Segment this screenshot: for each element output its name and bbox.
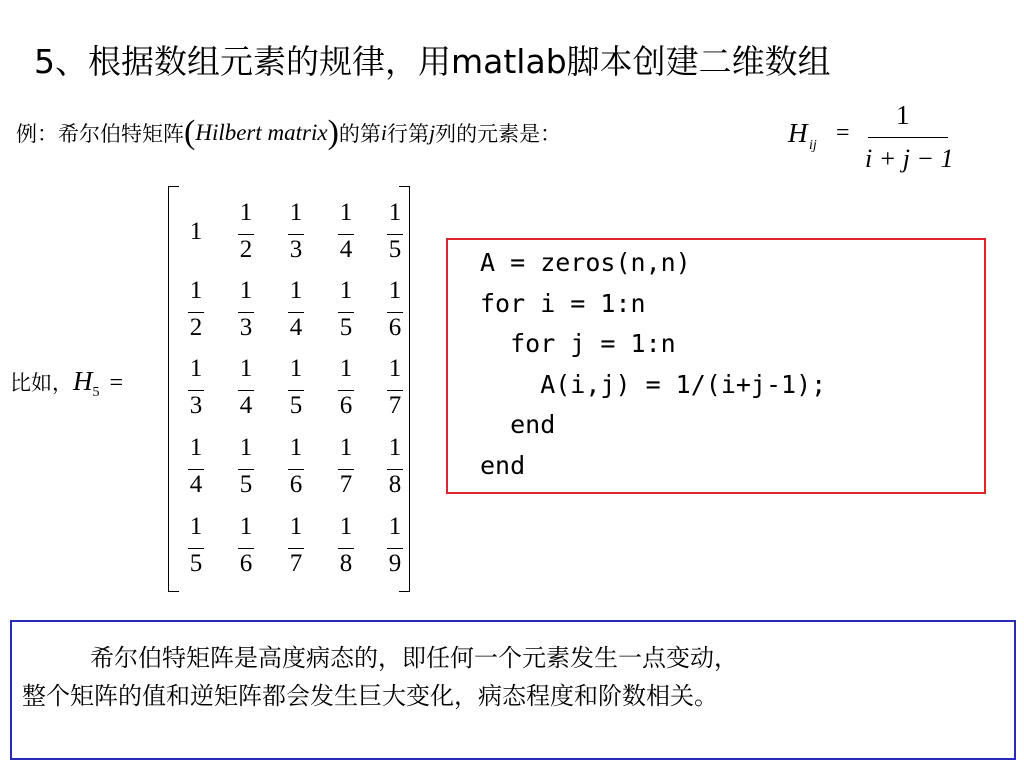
cell-denominator: 5 xyxy=(289,392,303,419)
cell-numerator: 1 xyxy=(339,355,353,382)
cell-denominator: 4 xyxy=(189,471,203,498)
matrix-cell-r3-c1 xyxy=(176,352,216,426)
hilbert-matrix-english: Hilbert matrix xyxy=(195,120,328,145)
cell-fraction-bar xyxy=(288,234,304,235)
matrix-cell-r3-c2 xyxy=(226,352,266,426)
cell-fraction-bar xyxy=(238,390,254,391)
cell-denominator: 2 xyxy=(239,236,253,263)
code-line-5: end xyxy=(480,410,556,439)
matrix-cell-r5-c5 xyxy=(375,510,415,584)
cell-denominator: 7 xyxy=(388,392,402,419)
matrix-intro: 比如， xyxy=(10,371,73,395)
cell-denominator: 5 xyxy=(339,314,353,341)
cell-numerator: 1 xyxy=(339,434,353,461)
matrix-cell-r1-c1 xyxy=(176,196,216,270)
cell-denominator: 4 xyxy=(289,314,303,341)
cell-numerator: 1 xyxy=(289,434,303,461)
fraction-bar xyxy=(868,137,948,138)
cell-fraction-bar xyxy=(387,469,403,470)
matrix-cell-r3-c3 xyxy=(276,352,316,426)
cell-denominator: 3 xyxy=(289,236,303,263)
open-paren: ( xyxy=(184,114,196,151)
cell-denominator: 8 xyxy=(339,550,353,577)
example-suffix-3: 列的元素是： xyxy=(435,122,562,146)
cell-numerator: 1 xyxy=(239,277,253,304)
cell-fraction-bar xyxy=(188,390,204,391)
matrix-cell-r5-c4 xyxy=(326,510,366,584)
cell-numerator: 1 xyxy=(388,199,402,226)
cell-denominator: 7 xyxy=(289,550,303,577)
cell-fraction-bar xyxy=(338,469,354,470)
cell-numerator: 1 xyxy=(289,199,303,226)
cell-numerator: 1 xyxy=(339,277,353,304)
matrix-cell-r4-c2 xyxy=(226,431,266,505)
cell-fraction-bar xyxy=(238,548,254,549)
hij-formula xyxy=(786,100,966,180)
cell-denominator: 9 xyxy=(388,550,402,577)
cell-denominator: 5 xyxy=(239,471,253,498)
matrix-cell-r4-c4 xyxy=(326,431,366,505)
cell-denominator: 6 xyxy=(339,392,353,419)
cell-numerator: 1 xyxy=(189,277,203,304)
cell-fraction-bar xyxy=(338,548,354,549)
matrix-cell-r4-c5 xyxy=(375,431,415,505)
cell-numerator: 1 xyxy=(388,434,402,461)
formula-lhs-subscript: ij xyxy=(809,138,817,153)
example-suffix-2: 行第 xyxy=(387,122,430,146)
code-line-3: for j = 1:n xyxy=(480,329,676,358)
cell-denominator: 6 xyxy=(289,471,303,498)
cell-numerator: 1 xyxy=(289,513,303,540)
cell-denominator: 6 xyxy=(388,314,402,341)
note-line-2: 整个矩阵的值和逆矩阵都会发生巨大变化，病态程度和阶数相关。 xyxy=(22,682,718,710)
cell-fraction-bar xyxy=(387,548,403,549)
matrix-cell-r5-c3 xyxy=(276,510,316,584)
example-prefix: 例：希尔伯特矩阵 xyxy=(16,122,184,146)
cell-fraction-bar xyxy=(288,548,304,549)
cell-fraction-bar xyxy=(387,312,403,313)
cell-numerator: 1 xyxy=(239,513,253,540)
cell-fraction-bar xyxy=(238,234,254,235)
matrix-cell-r1-c4 xyxy=(326,196,366,270)
j-variable: j xyxy=(429,120,436,145)
matrix-name: H xyxy=(73,366,93,396)
matrix-cell-r2-c4 xyxy=(326,274,366,348)
cell-numerator: 1 xyxy=(189,434,203,461)
cell-numerator: 1 xyxy=(289,355,303,382)
cell-denominator: 2 xyxy=(189,314,203,341)
code-line-6: end xyxy=(480,450,526,480)
cell-fraction-bar xyxy=(288,312,304,313)
cell-numerator: 1 xyxy=(388,355,402,382)
example-suffix-1: 的第 xyxy=(338,122,381,146)
cell-fraction-bar xyxy=(188,312,204,313)
cell-fraction-bar xyxy=(387,390,403,391)
cell-numerator: 1 xyxy=(289,277,303,304)
code-line-4: A(i,j) = 1/(i+j-1); xyxy=(480,369,827,399)
matrix-cell-r1-c5 xyxy=(375,196,415,270)
example-line xyxy=(16,116,561,150)
code-line-1: A = zeros(n,n) xyxy=(480,248,691,277)
matrix-equals: = xyxy=(109,370,124,396)
cell-fraction-bar xyxy=(238,469,254,470)
cell-numerator: 1 xyxy=(339,199,353,226)
cell-fraction-bar xyxy=(188,548,204,549)
note-line-1: 希尔伯特矩阵是高度病态的，即任何一个元素发生一点变动， xyxy=(90,644,738,672)
code-box xyxy=(446,238,986,494)
matrix-cell-r3-c5 xyxy=(375,352,415,426)
matrix-cell-r2-c5 xyxy=(375,274,415,348)
matrix-cell-r2-c3 xyxy=(276,274,316,348)
cell-numerator: 1 xyxy=(189,513,203,540)
close-paren: ) xyxy=(327,114,339,151)
matrix-cell-r2-c2 xyxy=(226,274,266,348)
formula-denominator: i + j − 1 xyxy=(865,144,954,173)
cell-numerator: 1 xyxy=(388,513,402,540)
cell-value: 1 xyxy=(189,218,203,245)
formula-equals: = xyxy=(836,120,850,146)
cell-denominator: 3 xyxy=(189,392,203,419)
cell-fraction-bar xyxy=(288,390,304,391)
matrix-cell-r1-c3 xyxy=(276,196,316,270)
matrix-cell-r2-c1 xyxy=(176,274,216,348)
matrix-cell-r5-c2 xyxy=(226,510,266,584)
matrix-label xyxy=(10,366,124,400)
cell-denominator: 4 xyxy=(339,236,353,263)
matrix-cell-r1-c2 xyxy=(226,196,266,270)
cell-fraction-bar xyxy=(338,390,354,391)
cell-numerator: 1 xyxy=(239,199,253,226)
cell-fraction-bar xyxy=(387,234,403,235)
cell-numerator: 1 xyxy=(388,277,402,304)
cell-denominator: 4 xyxy=(239,392,253,419)
cell-numerator: 1 xyxy=(339,513,353,540)
formula-lhs: H xyxy=(788,118,808,148)
formula-numerator: 1 xyxy=(896,100,910,130)
cell-fraction-bar xyxy=(188,469,204,470)
cell-denominator: 3 xyxy=(239,314,253,341)
cell-denominator: 5 xyxy=(388,236,402,263)
cell-denominator: 6 xyxy=(239,550,253,577)
cell-fraction-bar xyxy=(338,312,354,313)
cell-numerator: 1 xyxy=(189,355,203,382)
i-variable: i xyxy=(380,120,388,145)
cell-fraction-bar xyxy=(238,312,254,313)
matrix-cell-r5-c1 xyxy=(176,510,216,584)
cell-denominator: 5 xyxy=(189,550,203,577)
cell-denominator: 7 xyxy=(339,471,353,498)
matrix-cell-r4-c1 xyxy=(176,431,216,505)
matrix-cell-r4-c3 xyxy=(276,431,316,505)
cell-denominator: 8 xyxy=(388,471,402,498)
cell-fraction-bar xyxy=(288,469,304,470)
matrix-name-subscript: 5 xyxy=(92,385,100,400)
code-line-2: for i = 1:n xyxy=(480,288,646,318)
note-box xyxy=(10,620,1016,760)
matrix-cell-r3-c4 xyxy=(326,352,366,426)
cell-numerator: 1 xyxy=(239,434,253,461)
cell-fraction-bar xyxy=(338,234,354,235)
slide-title: 5、根据数组元素的规律，用matlab脚本创建二维数组 xyxy=(34,42,831,81)
hilbert-matrix-h5 xyxy=(160,186,418,592)
cell-numerator: 1 xyxy=(239,355,253,382)
